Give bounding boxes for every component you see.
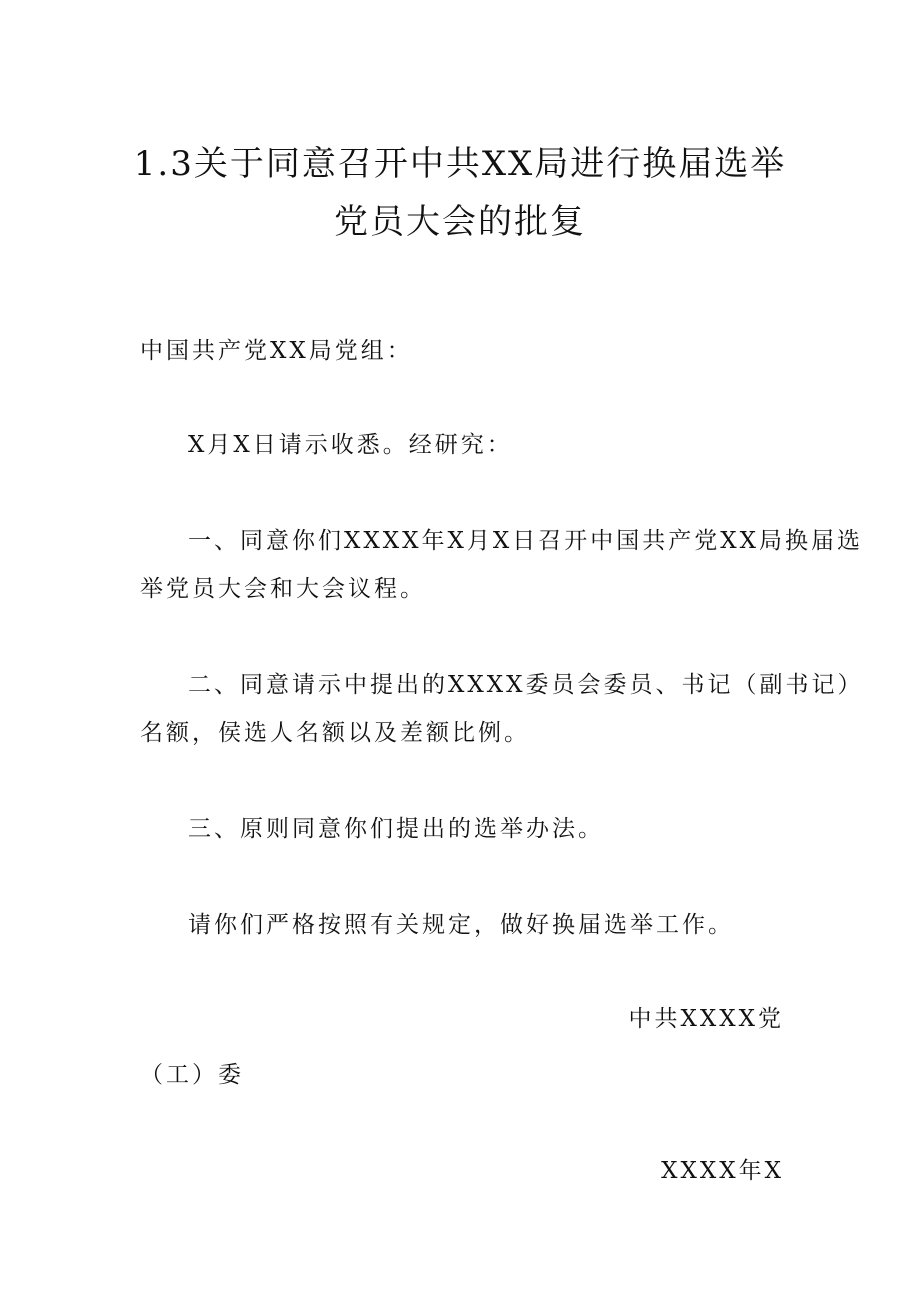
closing-instruction: 请你们严格按照有关规定，做好换届选举工作。 bbox=[188, 912, 734, 938]
item-2-line-1: 二、同意请示中提出的XXXX委员会委员、书记（副书记） bbox=[188, 672, 864, 698]
item-3: 三、原则同意你们提出的选举办法。 bbox=[188, 816, 604, 842]
signature-line-2: （工）委 bbox=[140, 1062, 244, 1088]
issue-date: XXXX年X bbox=[661, 1158, 784, 1184]
signature-line-1: 中共XXXX党 bbox=[628, 1006, 784, 1032]
item-1-line-2: 举党员大会和大会议程。 bbox=[140, 576, 426, 602]
item-2-line-2: 名额，侯选人名额以及差额比例。 bbox=[140, 720, 530, 746]
item-1-line-1: 一、同意你们XXXX年X月X日召开中国共产党XX局换届选 bbox=[188, 528, 863, 554]
document-title-line-2: 党员大会的批复 bbox=[334, 202, 586, 242]
document-title-line-1: 1.3关于同意召开中共XX局进行换届选举 bbox=[133, 144, 787, 184]
receipt-statement: X月X日请示收悉。经研究： bbox=[188, 432, 513, 458]
addressee: 中国共产党XX局党组： bbox=[140, 338, 413, 364]
